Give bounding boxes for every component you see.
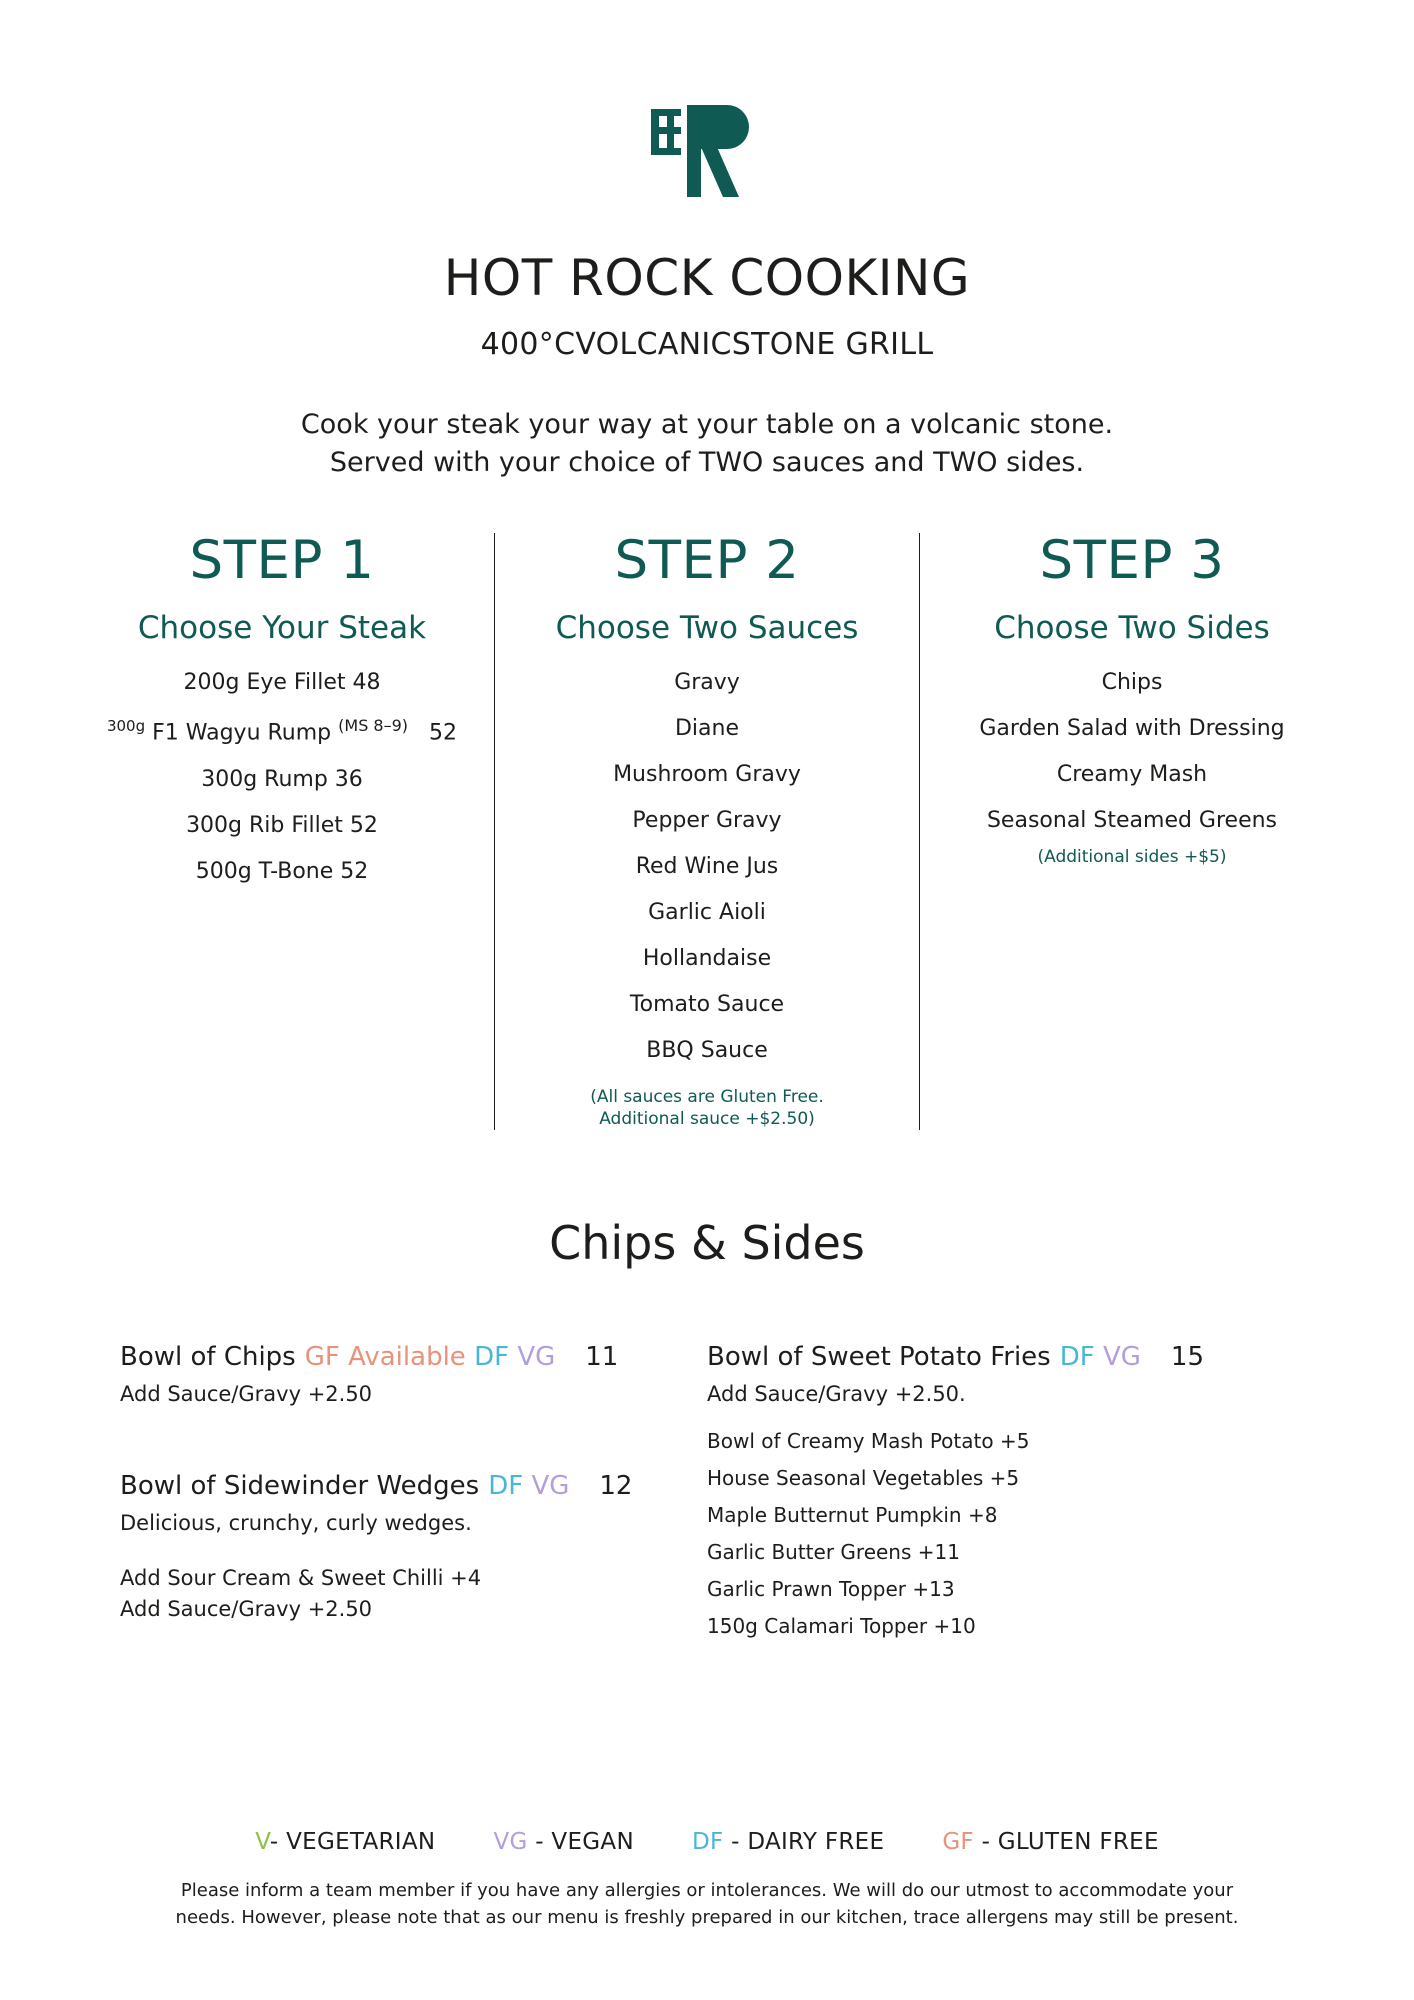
menu-item-price: 12 (599, 1470, 633, 1501)
steak-name: 300g Rib Fillet 52 (186, 812, 378, 838)
menu-item-description: Delicious, crunchy, curly wedges. (120, 1510, 472, 1535)
sauce-note (513, 1086, 901, 1130)
list-item: Garden Salad with Dressing (979, 716, 1285, 742)
list-item: Seasonal Steamed Greens (986, 808, 1278, 834)
menu-item-name: Bowl of Chips (120, 1342, 296, 1373)
step-3-list (938, 672, 1326, 868)
legend-item-dairy-free (692, 1829, 884, 1855)
menu-item-tags (488, 1471, 569, 1501)
addon-line: Garlic Prawn Topper +13 (707, 1576, 955, 1601)
menu-item-bowl-of-sweet-potato-fries (707, 1342, 1264, 1644)
step-3-label: STEP 3 (1039, 529, 1225, 591)
list-item: Red Wine Jus (635, 854, 779, 880)
footnote-line-1: Please inform a team member if you have any allergies or intolerances. We will do our utmost to accommodate your (180, 1879, 1234, 1901)
step-1 (70, 529, 494, 1131)
menu-item-price: 15 (1170, 1342, 1204, 1373)
page-title: HOT ROCK COOKING (443, 249, 971, 307)
menu-item-name: Bowl of Sweet Potato Fries (707, 1342, 1051, 1373)
allergen-footnote (0, 1877, 1414, 1931)
list-item (88, 766, 476, 792)
list-item (88, 672, 476, 694)
chips-sides-right-column (707, 1342, 1294, 1678)
list-item: Diane (674, 716, 739, 742)
addon-line: Garlic Butter Greens +11 (707, 1539, 960, 1564)
sauce-note-line-2: Additional sauce +$2.50) (599, 1109, 815, 1130)
menu-item-addons (120, 1563, 677, 1624)
list-item: Tomato Sauce (629, 992, 785, 1018)
menu-item-description: Add Sauce/Gravy +2.50 (120, 1382, 373, 1407)
menu-item-bowl-of-sidewinder-wedges (120, 1471, 677, 1624)
side-addon-list (707, 1423, 1264, 1645)
page-subtitle: 400°CVOLCANICSTONE GRILL (480, 327, 934, 362)
list-item (88, 858, 476, 884)
chips-sides-title: Chips & Sides (549, 1216, 865, 1271)
sides-note: (Additional sides +$5) (1037, 847, 1227, 868)
legend-text-gf: - GLUTEN FREE (973, 1828, 1159, 1855)
logo-container (0, 0, 1414, 207)
steak-price: 52 (429, 720, 458, 746)
list-item: Garlic Aioli (648, 900, 766, 926)
list-item (88, 718, 476, 744)
menu-item-price: 11 (585, 1342, 619, 1373)
intro-text (0, 406, 1414, 483)
list-item: Chips (1101, 670, 1163, 696)
intro-line-1: Cook your steak your way at your table on a volcanic stone. (300, 409, 1114, 440)
list-item (88, 812, 476, 838)
menu-item-header (120, 1471, 677, 1501)
menu-item-description: Add Sauce/Gravy +2.50. (707, 1382, 966, 1407)
steak-weight: 300g (106, 717, 146, 736)
tag-vg: VG (517, 1342, 556, 1373)
step-1-heading: Choose Your Steak (137, 610, 427, 647)
legend-text-df: - DAIRY FREE (723, 1828, 885, 1855)
steak-name: 500g T-Bone 52 (195, 858, 369, 884)
legend-code-v: V (255, 1828, 270, 1855)
legend-item-vegetarian (255, 1829, 435, 1855)
tag-df: DF (474, 1342, 510, 1373)
legend-code-vg: VG (493, 1828, 528, 1855)
steps-section (0, 529, 1414, 1131)
legend-text-v: - VEGETARIAN (269, 1828, 436, 1855)
step-1-list (88, 672, 476, 882)
list-item: Mushroom Gravy (613, 762, 801, 788)
addon-line: Add Sour Cream & Sweet Chilli +4 (120, 1566, 482, 1591)
tag-df: DF (1059, 1342, 1095, 1373)
addon-line: 150g Calamari Topper +10 (707, 1613, 976, 1638)
addon-line: Add Sauce/Gravy +2.50 (120, 1596, 373, 1621)
step-3-heading: Choose Two Sides (994, 610, 1270, 647)
the-r-logo (643, 95, 771, 207)
step-3 (919, 529, 1344, 1131)
tag-vg: VG (1102, 1342, 1141, 1373)
list-item: BBQ Sauce (646, 1038, 768, 1064)
step-2-heading: Choose Two Sauces (555, 610, 859, 647)
menu-item-bowl-of-chips (120, 1342, 677, 1408)
tag-gf: GF Available (304, 1342, 466, 1373)
intro-line-2: Served with your choice of TWO sauces and TWO sides. (329, 447, 1085, 479)
sauce-note-line-1: (All sauces are Gluten Free. (590, 1087, 824, 1108)
legend-item-gluten-free (942, 1829, 1158, 1855)
step-2-label: STEP 2 (614, 529, 800, 591)
menu-item-header (120, 1342, 677, 1372)
steak-marble-score: (MS 8–9) (338, 716, 409, 736)
menu-item-header (707, 1342, 1264, 1372)
addon-line: Maple Butternut Pumpkin +8 (707, 1502, 998, 1527)
menu-item-tags (1060, 1342, 1141, 1372)
chips-sides-left-column (120, 1342, 707, 1678)
legend-code-gf: GF (942, 1828, 974, 1855)
allergen-legend (0, 1829, 1414, 1855)
chips-sides-grid (0, 1342, 1414, 1678)
steak-name: F1 Wagyu Rump (152, 720, 332, 746)
menu-item-tags (305, 1342, 556, 1372)
legend-text-vg: - VEGAN (527, 1828, 634, 1855)
tag-vg: VG (531, 1470, 570, 1501)
steak-name: 200g Eye Fillet 48 (183, 670, 381, 696)
menu-item-name: Bowl of Sidewinder Wedges (120, 1470, 480, 1501)
legend-code-df: DF (691, 1828, 724, 1855)
addon-line: House Seasonal Vegetables +5 (707, 1465, 1020, 1490)
footnote-line-2: needs. However, please note that as our menu is freshly prepared in our kitchen, trace allergens may still be present. (175, 1906, 1239, 1928)
list-item: Gravy (674, 670, 740, 696)
list-item: Pepper Gravy (632, 808, 782, 834)
step-1-label: STEP 1 (189, 529, 375, 591)
list-item: Creamy Mash (1056, 762, 1208, 788)
step-2-list (513, 672, 901, 1130)
addon-line: Bowl of Creamy Mash Potato +5 (707, 1428, 1030, 1453)
legend-item-vegan (493, 1829, 634, 1855)
tag-df: DF (488, 1470, 524, 1501)
steak-name: 300g Rump 36 (201, 766, 363, 792)
list-item: Hollandaise (642, 946, 772, 972)
step-2 (494, 529, 919, 1131)
